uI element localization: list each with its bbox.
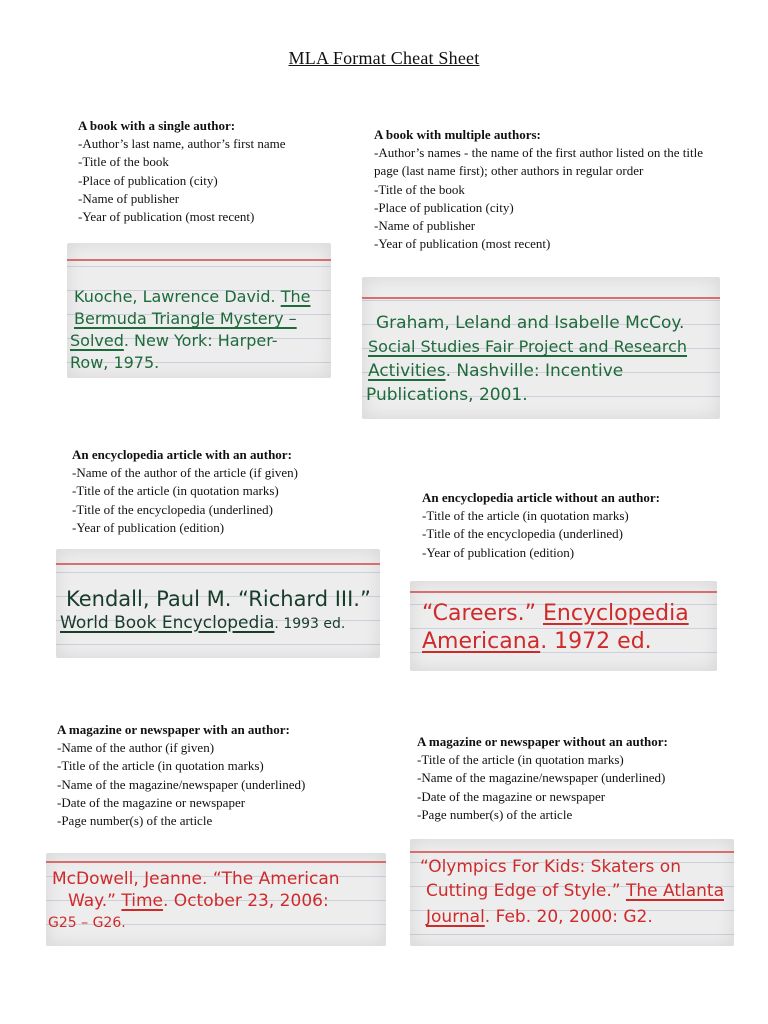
list-item: -Title of the article (in quotation marks) [57, 758, 264, 774]
section-magazine-with-author [57, 721, 305, 830]
card-margin-line [46, 861, 386, 863]
handwritten-line: Solved. New York: Harper- [70, 331, 278, 350]
list-item: -Title of the article (in quotation marks) [422, 508, 629, 524]
list-item: -Name of publisher [78, 190, 180, 206]
list-item: -Year of publication (most recent) [78, 209, 255, 225]
section-magazine-without-author [417, 733, 668, 824]
list-item: -Place of publication (city) [78, 172, 218, 188]
handwritten-line: Graham, Leland and Isabelle McCoy. [376, 313, 685, 333]
handwritten-line: Row, 1975. [70, 353, 160, 372]
section-book-multiple-authors [374, 126, 724, 253]
card-margin-line [67, 259, 331, 261]
citation-card-magazine-no-author [410, 839, 734, 946]
handwritten-line: Publications, 2001. [366, 385, 528, 405]
list-item: -Name of the author of the article (if given) [72, 465, 298, 481]
card-margin-line [410, 591, 717, 593]
list-item: -Page number(s) of the article [417, 806, 573, 822]
handwritten-line: “Olympics For Kids: Skaters on [420, 857, 681, 877]
section-heading: A magazine or newspaper with an author: [57, 722, 290, 737]
section-heading: A book with a single author: [78, 118, 236, 133]
list-item: -Author’s names - the name of the first author listed on the title page (last name first); other authors in regular order [374, 145, 704, 179]
list-item: -Title of the article (in quotation marks) [417, 752, 624, 768]
handwritten-line: Social Studies Fair Project and Research [368, 337, 688, 356]
card-margin-line [56, 563, 380, 565]
list-item: -Title of the book [374, 181, 465, 197]
section-encyclopedia-without-author [422, 489, 660, 562]
list-item: -Title of the encyclopedia (underlined) [72, 501, 273, 517]
list-item: -Year of publication (edition) [72, 519, 225, 535]
list-item: -Title of the book [78, 154, 169, 170]
handwritten-line: Journal. Feb. 20, 2000: G2. [426, 907, 653, 927]
list-item: -Date of the magazine or newspaper [57, 794, 246, 810]
handwritten-line: Kuoche, Lawrence David. The [74, 287, 311, 306]
list-item: -Year of publication (edition) [422, 544, 575, 560]
handwritten-line: “Careers.” Encyclopedia [422, 601, 689, 626]
handwritten-line: Bermuda Triangle Mystery – [74, 309, 297, 328]
list-item: -Title of the article (in quotation marks) [72, 483, 279, 499]
list-item: -Place of publication (city) [374, 199, 514, 215]
section-book-single-author [78, 117, 285, 226]
citation-card-book-multiple [362, 277, 720, 419]
section-heading: A book with multiple authors: [374, 127, 541, 142]
page-title: MLA Format Cheat Sheet [288, 48, 480, 68]
section-heading: An encyclopedia article without an author: [422, 490, 660, 505]
list-item: -Name of the magazine/newspaper (underlined) [57, 776, 306, 792]
handwritten-line: Way.” Time. October 23, 2006: [68, 891, 329, 911]
handwritten-line: McDowell, Jeanne. “The American [52, 869, 340, 889]
section-heading: A magazine or newspaper without an author: [417, 734, 668, 749]
list-item: -Name of publisher [374, 218, 476, 234]
list-item: -Date of the magazine or newspaper [417, 788, 606, 804]
handwritten-line: Kendall, Paul M. “Richard III.” [66, 587, 371, 611]
handwritten-line: World Book Encyclopedia. 1993 ed. [60, 613, 346, 633]
list-item: -Name of the author (if given) [57, 740, 215, 756]
citation-card-magazine-author [46, 853, 386, 946]
handwritten-line: G25 – G26. [48, 915, 126, 931]
list-item: -Page number(s) of the article [57, 813, 213, 829]
card-margin-line [410, 851, 734, 853]
card-margin-line [362, 297, 720, 299]
citation-card-encyclopedia-no-author [410, 581, 717, 671]
section-heading: An encyclopedia article with an author: [72, 447, 292, 462]
list-item: -Title of the encyclopedia (underlined) [422, 526, 623, 542]
list-item: -Year of publication (most recent) [374, 236, 551, 252]
handwritten-line: Americana. 1972 ed. [422, 629, 652, 654]
list-item: -Author’s last name, author’s first name [78, 136, 286, 152]
list-item: -Name of the magazine/newspaper (underlined) [417, 770, 666, 786]
section-encyclopedia-with-author [72, 446, 298, 537]
citation-card-encyclopedia-author [56, 549, 380, 658]
citation-card-book-single [67, 243, 331, 378]
handwritten-line: Cutting Edge of Style.” The Atlanta [426, 881, 724, 901]
handwritten-line: Activities. Nashville: Incentive [368, 361, 624, 381]
